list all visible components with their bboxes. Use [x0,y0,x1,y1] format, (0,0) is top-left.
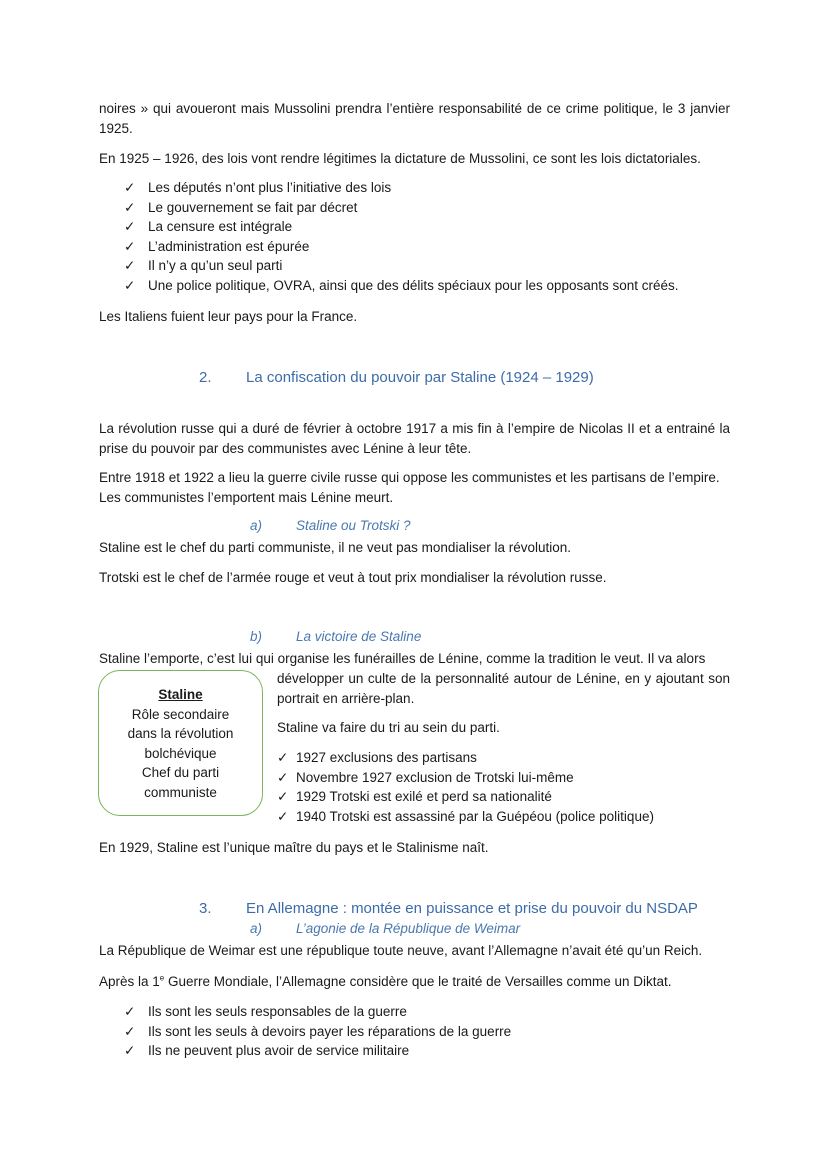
paragraph-lois-dictatoriales: En 1925 – 1926, des lois vont rendre légitimes la dictature de Mussolini, ce sont les lois dictatoriales. [99,151,701,166]
list-item: ✓ Ils sont les seuls responsables de la guerre [124,1002,511,1022]
paragraph-diktat: Après la 1e Guerre Mondiale, l’Allemagne considère que le traité de Versailles comme un Diktat. [99,973,672,989]
subsection-a-title: Staline ou Trotski ? [296,518,411,533]
paragraph-culte-personnalite: développer un culte de la personnalité autour de Lénine, en y ajoutant son portrait en arrière-plan. [277,671,730,706]
checkmark-icon: ✓ [277,750,289,765]
checkmark-icon: ✓ [277,808,289,824]
list-item: ✓ Ils sont les seuls à devoirs payer les réparations de la guerre [124,1022,511,1042]
list-item: ✓ 1927 exclusions des partisans [277,748,654,768]
list-item: ✓ 1940 Trotski est assassiné par la Guépéou (police politique) [277,807,654,827]
callout-line: Rôle secondaire [131,706,230,722]
list-item: ✓ Novembre 1927 exclusion de Trotski lui-même [277,768,654,788]
list-item: ✓ Une police politique, OVRA, ainsi que des délits spéciaux pour les opposants sont créés. [124,276,679,296]
checkmark-icon: ✓ [277,769,289,785]
staline-callout-box [98,670,263,816]
callout-line: bolchévique [144,745,217,761]
checkmark-icon: ✓ [124,277,136,293]
checkmark-icon: ✓ [124,238,136,254]
list-item: ✓ L’administration est épurée [124,237,679,257]
subsection-b-title: La victoire de Staline [296,629,422,644]
subsection-a3-letter: a) [250,921,263,936]
section-3-title: En Allemagne : montée en puissance et prise du pouvoir du NSDAP [246,900,698,917]
list-item: ✓ La censure est intégrale [124,217,679,237]
checkmark-icon: ✓ [277,789,289,804]
checkmark-icon: ✓ [124,1043,136,1058]
callout-line: dans la révolution [127,726,234,741]
list-item: ✓ Le gouvernement se fait par décret [124,198,679,218]
paragraph-tri-parti: Staline va faire du tri au sein du parti. [277,720,500,735]
callout-line: communiste [144,784,217,800]
paragraph-funerailles-line1: Staline l’emporte, c’est lui qui organise les funérailles de Lénine, comme la tradition le veut. Il va alors [99,651,706,666]
list-item: ✓ 1929 Trotski est exilé et perd sa nationalité [277,787,654,807]
subsection-a-letter: a) [250,518,263,533]
list-item: ✓ Les députés n’ont plus l’initiative des lois [124,178,679,198]
checkmark-icon: ✓ [124,1023,136,1039]
checklist-diktat [124,1002,511,1061]
paragraph-mussolini-crime: noires » qui avoueront mais Mussolini prendra l’entière responsabilité de ce crime politique, le 3 janvier 1925. [99,101,730,136]
checkmark-icon: ✓ [124,258,136,273]
checklist-trotski [277,748,654,826]
paragraph-italiens: Les Italiens fuient leur pays pour la France. [99,309,358,324]
section-2-title: La confiscation du pouvoir par Staline (1924 – 1929) [246,369,594,386]
checklist-lois [124,178,679,295]
subsection-a3-title: L’agonie de la République de Weimar [296,921,521,936]
list-item: ✓ Ils ne peuvent plus avoir de service militaire [124,1041,511,1061]
checkmark-icon: ✓ [124,199,136,215]
paragraph-trotski-chef: Trotski est le chef de l’armée rouge et veut à tout prix mondialiser la révolution russe. [99,570,607,585]
checkmark-icon: ✓ [124,219,136,234]
paragraph-guerre-civile: Entre 1918 et 1922 a lieu la guerre civile russe qui oppose les communistes et les partisans de l’empire. Les communistes l’emportent mais Lénine meurt. [99,470,720,505]
section-2-number: 2. [199,369,212,386]
callout-line: Chef du parti [141,765,220,780]
callout-title: Staline [158,687,203,702]
checkmark-icon: ✓ [124,180,136,195]
paragraph-weimar: La République de Weimar est une république toute neuve, avant l’Allemagne n’avait été qu’un Reich. [99,943,703,958]
paragraph-stalinisme: En 1929, Staline est l’unique maître du pays et le Stalinisme naît. [99,840,489,855]
section-3-number: 3. [199,900,212,917]
subsection-b-letter: b) [250,629,263,644]
paragraph-revolution-russe: La révolution russe qui a duré de février à octobre 1917 a mis fin à l’empire de Nicolas II et a entrainé la prise du pouvoir par des communistes avec Lénine à leur tête. [99,421,730,456]
list-item: ✓ Il n’y a qu’un seul parti [124,256,679,276]
paragraph-staline-chef: Staline est le chef du parti communiste, il ne veut pas mondialiser la révolution. [99,540,571,555]
checkmark-icon: ✓ [124,1004,136,1019]
